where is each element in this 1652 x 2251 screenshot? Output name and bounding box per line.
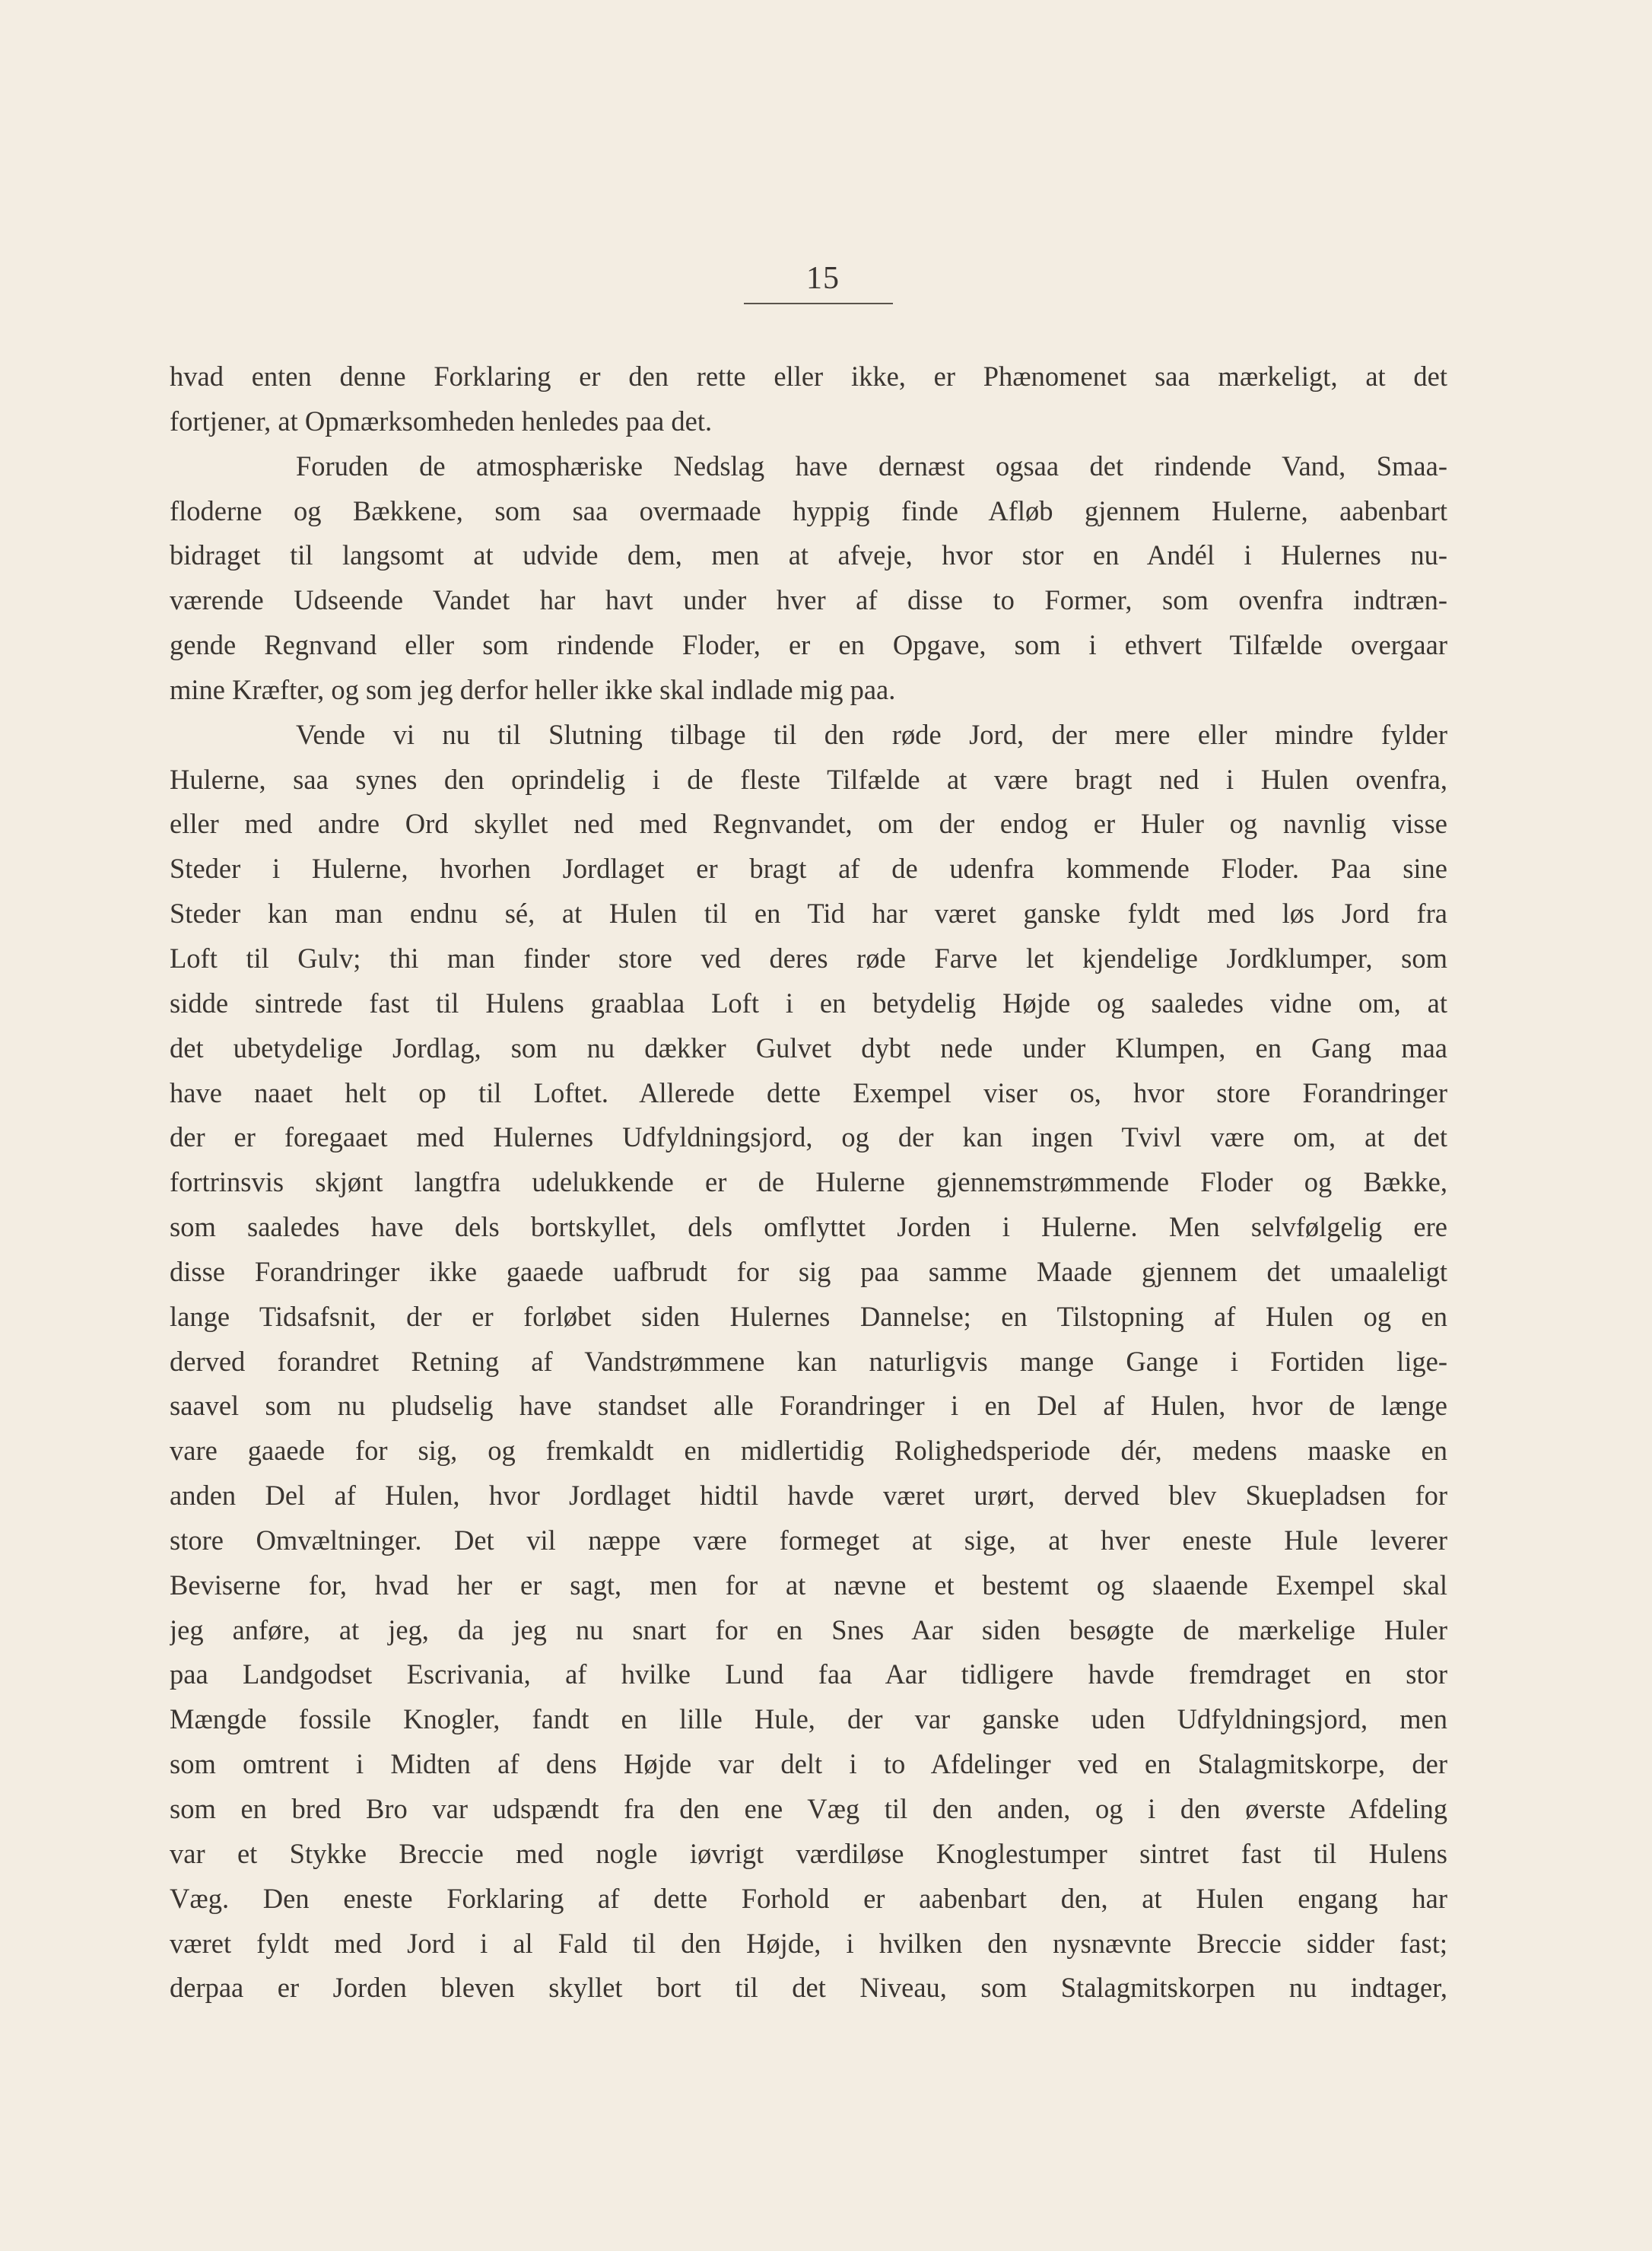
text-line: paa Landgodset Escrivania, af hvilke Lund faa Aar tidligere havde fremdraget en stor [170, 1658, 1447, 1690]
text-line: Beviserne for, hvad her er sagt, men for at nævne et bestemt og slaaende Exempel skal [170, 1569, 1447, 1601]
text-line: Vende vi nu til Slutning tilbage til den røde Jord, der mere eller mindre fylder [296, 718, 1447, 750]
text-line: derved forandret Retning af Vandstrømmene kan naturligvis mange Gange i Fortiden lige- [170, 1345, 1447, 1377]
text-line: have naaet helt op til Loftet. Allerede dette Exempel viser os, hvor store Forandringer [170, 1076, 1447, 1108]
text-line: hvad enten denne Forklaring er den rette eller ikke, er Phænomenet saa mærkeligt, at det [170, 361, 1447, 392]
text-line: sidde sintrede fast til Hulens graablaa Loft i en betydelig Højde og saaledes vidne om, at [170, 987, 1447, 1019]
text-line: som omtrent i Midten af dens Højde var delt i to Afdelinger ved en Stalagmitskorpe, der [170, 1748, 1447, 1780]
text-line: der er foregaaet med Hulernes Udfyldningsjord, og der kan ingen Tvivl være om, at det [170, 1121, 1447, 1153]
text-line: anden Del af Hulen, hvor Jordlaget hidtil havde været urørt, derved blev Skuepladsen for [170, 1480, 1447, 1512]
text-line: var et Stykke Breccie med nogle iøvrigt værdiløse Knoglestumper sintret fast til Hulens [170, 1837, 1447, 1869]
text-line: det ubetydelige Jordlag, som nu dækker Gulvet dybt nede under Klumpen, en Gang maa [170, 1032, 1447, 1064]
text-line: været fyldt med Jord i al Fald til den Højde, i hvilken den nysnævnte Breccie sidder fast; [170, 1927, 1447, 1959]
text-line: bidraget til langsomt at udvide dem, men at afveje, hvor stor en Andél i Hulernes nu- [170, 539, 1447, 571]
text-line: eller med andre Ord skyllet ned med Regnvandet, om der endog er Huler og navnlig visse [170, 808, 1447, 840]
text-line: Loft til Gulv; thi man finder store ved deres røde Farve let kjendelige Jordklumper, som [170, 942, 1447, 974]
text-line: Steder i Hulerne, hvorhen Jordlaget er bragt af de udenfra kommende Floder. Paa sine [170, 853, 1447, 885]
text-line: fortjener, at Opmærksomheden henledes paa det. [170, 405, 713, 437]
text-line: saavel som nu pludselig have standset alle Forandringer i en Del af Hulen, hvor de længe [170, 1390, 1447, 1422]
page-number: 15 [806, 261, 840, 296]
text-line: disse Forandringer ikke gaaede uafbrudt for sig paa samme Maade gjennem det umaaleligt [170, 1255, 1447, 1287]
text-line: derpaa er Jorden bleven skyllet bort til det Niveau, som Stalagmitskorpen nu indtager, [170, 1972, 1447, 2004]
text-line: Væg. Den eneste Forklaring af dette Forhold er aabenbart den, at Hulen engang har [170, 1882, 1447, 1914]
text-line: Steder kan man endnu sé, at Hulen til en Tid har været ganske fyldt med løs Jord fra [170, 898, 1447, 930]
text-line: store Omvæltninger. Det vil næppe være formeget at sige, at hver eneste Hule leverer [170, 1524, 1447, 1556]
text-line: gende Regnvand eller som rindende Floder, er en Opgave, som i ethvert Tilfælde overgaar [170, 629, 1447, 661]
page-number-rule [744, 303, 893, 304]
text-line: som en bred Bro var udspændt fra den ene Væg til den anden, og i den øverste Afdeling [170, 1793, 1447, 1824]
text-line: floderne og Bækkene, som saa overmaade hyppig finde Afløb gjennem Hulerne, aabenbart [170, 494, 1447, 526]
text-line: mine Kræfter, og som jeg derfor heller ikke skal indlade mig paa. [170, 673, 896, 705]
text-line: Hulerne, saa synes den oprindelig i de fleste Tilfælde at være bragt ned i Hulen ovenfra, [170, 763, 1447, 795]
body-text [170, 355, 1447, 2011]
text-line: Foruden de atmosphæriske Nedslag have dernæst ogsaa det rindende Vand, Smaa- [296, 450, 1447, 482]
text-line: jeg anføre, at jeg, da jeg nu snart for en Snes Aar siden besøgte de mærkelige Huler [170, 1614, 1447, 1645]
text-line: Mængde fossile Knogler, fandt en lille Hule, der var ganske uden Udfyldningsjord, men [170, 1703, 1447, 1735]
text-line: som saaledes have dels bortskyllet, dels omflyttet Jorden i Hulerne. Men selvfølgelig ere [170, 1211, 1447, 1243]
text-line: fortrinsvis skjønt langtfra udelukkende er de Hulerne gjennemstrømmende Floder og Bække, [170, 1166, 1447, 1198]
text-line: vare gaaede for sig, og fremkaldt en midlertidig Rolighedsperiode dér, medens maaske en [170, 1435, 1447, 1467]
text-line: lange Tidsafsnit, der er forløbet siden Hulernes Dannelse; en Tilstopning af Hulen og en [170, 1300, 1447, 1332]
text-line: værende Udseende Vandet har havt under hver af disse to Former, som ovenfra indtræn- [170, 584, 1447, 616]
